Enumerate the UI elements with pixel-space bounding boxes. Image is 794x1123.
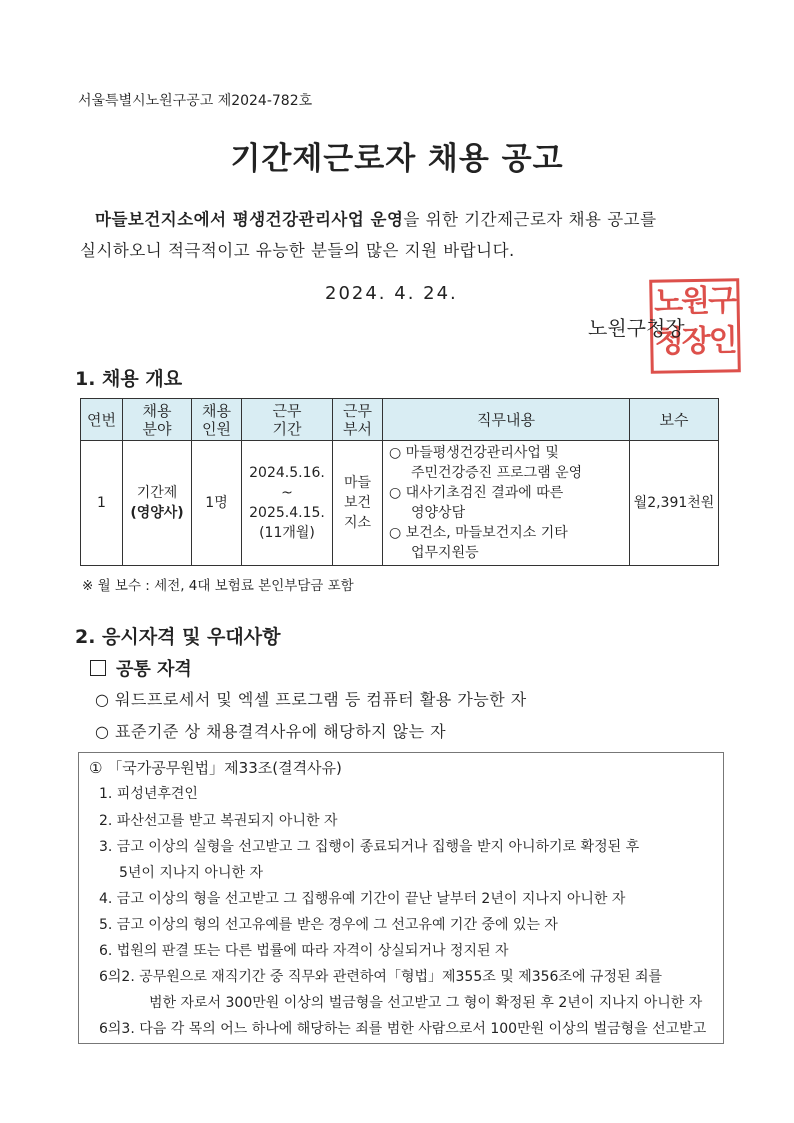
- list-item: 6. 법원의 판결 또는 다른 법률에 따라 자격이 상실되거나 정지된 자: [99, 943, 509, 959]
- section-1-heading: 1. 채용 개요: [75, 368, 183, 390]
- official-seal: 노원구 청장인: [649, 278, 741, 374]
- bullet-2: ○ 표준기준 상 채용결격사유에 해당하지 않는 자: [95, 722, 447, 741]
- checkbox-icon: [90, 660, 106, 676]
- col-period: 근무 기간: [242, 399, 333, 441]
- notice-number: 서울특별시노원구공고 제2024-782호: [78, 93, 313, 109]
- list-item: 3. 금고 이상의 실형을 선고받고 그 집행이 종료되거나 집행을 받지 아니하기로 확정된 후: [99, 839, 640, 855]
- intro-rest: 을 위한 기간제근로자 채용 공고를: [403, 210, 657, 229]
- list-item: 6의3. 다음 각 목의 어느 하나에 해당하는 죄를 범한 사람으로서 100만원 이상의 벌금형을 선고받고: [99, 1021, 707, 1037]
- common-qualification-heading: 공통 자격: [90, 655, 192, 681]
- list-item: 5년이 지나지 아니한 자: [119, 865, 263, 881]
- page-title: 기간제근로자 채용 공고: [230, 141, 564, 177]
- disqualification-box: [78, 752, 724, 1044]
- bullet-1: ○ 워드프로세서 및 엑셀 프로그램 등 컴퓨터 활용 가능한 자: [95, 690, 527, 709]
- col-no: 연번: [81, 399, 123, 441]
- cell-no: 1: [81, 441, 123, 566]
- intro-bold: 마들보건지소에서 평생건강관리사업 운영: [95, 210, 404, 229]
- intro-line-1: [95, 206, 657, 230]
- cell-dept: 마들 보건 지소: [333, 441, 383, 566]
- intro-line-2: 실시하오니 적극적이고 유능한 분들의 많은 지원 바랍니다.: [80, 241, 515, 260]
- col-pay: 보수: [630, 399, 719, 441]
- col-field: 채용 분야: [123, 399, 192, 441]
- list-item: 2. 파산선고를 받고 복권되지 아니한 자: [99, 813, 338, 829]
- list-item: 6의2. 공무원으로 재직기간 중 직무와 관련하여「형법」제355조 및 제356조에 규정된 죄를: [99, 969, 663, 985]
- list-item: 범한 자로서 300만원 이상의 벌금형을 선고받고 그 형이 확정된 후 2년이 지나지 아니한 자: [149, 995, 703, 1011]
- col-count: 채용 인원: [192, 399, 242, 441]
- col-duties: 직무내용: [383, 399, 630, 441]
- cell-pay: 월2,391천원: [630, 441, 719, 566]
- law-heading: ① 「국가공무원법」제33조(결격사유): [89, 759, 342, 777]
- col-dept: 근무 부서: [333, 399, 383, 441]
- cell-count: 1명: [192, 441, 242, 566]
- recruitment-table: [80, 398, 719, 566]
- list-item: 1. 피성년후견인: [99, 786, 198, 802]
- cell-duties: ○ 마들평생건강관리사업 및 주민건강증진 프로그램 운영 ○ 대사기초검진 결과에 따른 영양상담 ○ 보건소, 마들보건지소 기타 업무지원등: [383, 441, 630, 566]
- cell-field: 기간제 (영양사): [123, 441, 192, 566]
- section-2-heading: 2. 응시자격 및 우대사항: [75, 626, 281, 648]
- list-item: 5. 금고 이상의 형의 선고유예를 받은 경우에 그 선고유예 기간 중에 있는 자: [99, 917, 558, 933]
- list-item: 4. 금고 이상의 형을 선고받고 그 집행유예 기간이 끝난 날부터 2년이 지나지 아니한 자: [99, 891, 626, 907]
- pay-note: ※ 월 보수 : 세전, 4대 보험료 본인부담금 포함: [82, 578, 354, 594]
- table-header-row: [81, 399, 719, 441]
- table-row: [81, 441, 719, 566]
- cell-period: 2024.5.16. ~ 2025.4.15. (11개월): [242, 441, 333, 566]
- date: 2024. 4. 24.: [325, 283, 458, 304]
- signer: 노원구청장: [588, 316, 685, 340]
